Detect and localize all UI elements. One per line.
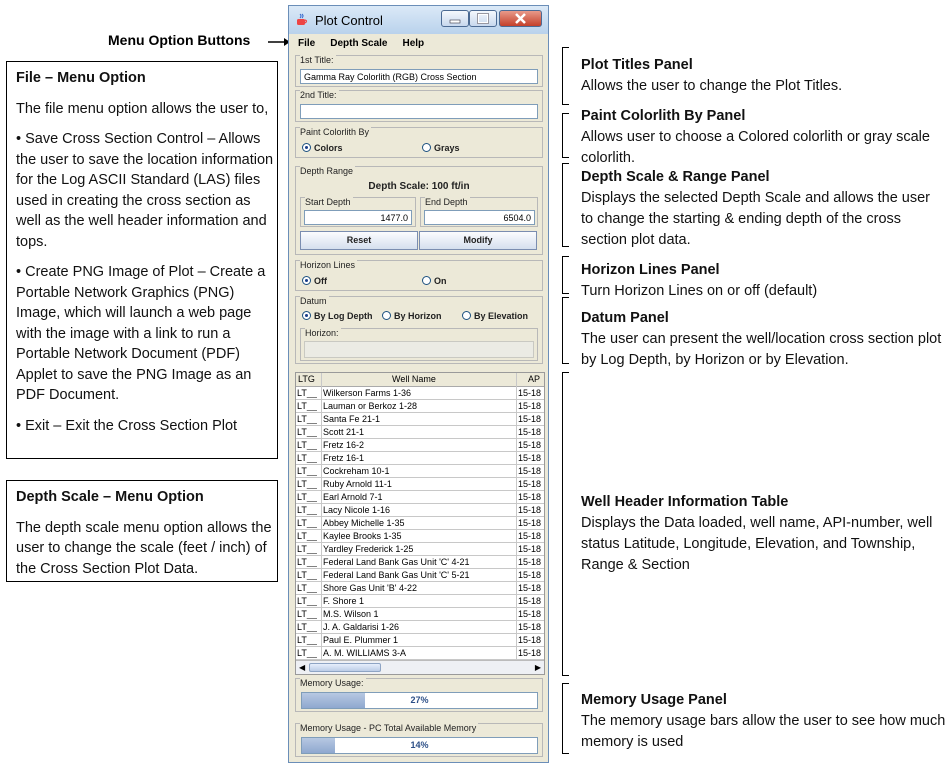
ltg-cell: LT__: [297, 427, 317, 437]
end-depth-label: End Depth: [425, 197, 468, 207]
second-title-panel: [295, 90, 543, 122]
api-cell: 15-18: [518, 479, 542, 489]
window-title: Plot Control: [315, 13, 383, 28]
by-elevation-radio[interactable]: [462, 311, 528, 321]
by-elevation-label: By Elevation: [474, 311, 529, 321]
api-cell: 15-18: [518, 648, 542, 658]
depth-range-label: Depth Range: [300, 166, 354, 176]
horizon-lines-label: Horizon Lines: [300, 260, 356, 270]
well-name-cell: M.S. Wilson 1: [323, 609, 379, 619]
menu-help[interactable]: Help: [402, 38, 425, 49]
radio-unselected-icon: [462, 311, 471, 320]
ltg-cell: LT__: [297, 518, 317, 528]
depth-range-panel: [295, 166, 543, 255]
api-cell: 15-18: [518, 596, 542, 606]
well-name-cell: F. Shore 1: [323, 596, 365, 606]
maximize-button[interactable]: [469, 10, 497, 27]
table-row[interactable]: [296, 426, 545, 439]
depth-scale-note: [581, 167, 946, 251]
plot-titles-note: [581, 55, 946, 97]
second-title-label: 2nd Title:: [300, 90, 337, 100]
datum-label: Datum: [300, 296, 327, 306]
pc-memory-label: Memory Usage - PC Total Available Memory: [300, 723, 477, 733]
ltg-cell: LT__: [297, 609, 317, 619]
table-row[interactable]: [296, 634, 545, 647]
api-cell: 15-18: [518, 453, 542, 463]
first-title-label: 1st Title:: [300, 55, 334, 65]
paint-colorlith-panel: [295, 127, 543, 158]
well-name-cell: Federal Land Bank Gas Unit 'C' 4-21: [323, 557, 470, 567]
api-cell: 15-18: [518, 401, 542, 411]
ltg-cell: LT__: [297, 414, 317, 424]
first-title-panel: [295, 55, 543, 87]
start-depth-input[interactable]: 1477.0: [304, 210, 412, 225]
api-cell: 15-18: [518, 544, 542, 554]
well-name-cell: Abbey Michelle 1-35: [323, 518, 405, 528]
radio-unselected-icon: [382, 311, 391, 320]
reset-button[interactable]: Reset: [300, 231, 418, 250]
second-title-input[interactable]: [300, 104, 538, 119]
depth-scale-bracket: [562, 163, 569, 247]
callout-arrow-icon: [268, 38, 290, 46]
ltg-cell: LT__: [297, 388, 317, 398]
ltg-cell: LT__: [297, 466, 317, 476]
well-header-note: [581, 492, 946, 576]
paint-colorlith-bracket: [562, 113, 569, 158]
paint-colorlith-note-text: Allows user to choose a Colored colorlith or gray scale colorlith.: [581, 129, 930, 166]
column-header-well-name[interactable]: Well Name: [392, 374, 436, 384]
api-cell: 15-18: [518, 570, 542, 580]
start-depth-group: [300, 197, 416, 227]
horizon-lines-note: [581, 260, 946, 302]
table-row[interactable]: [296, 582, 545, 595]
well-name-cell: Fretz 16-1: [323, 453, 365, 463]
pc-memory-panel: [295, 723, 543, 757]
minimize-button[interactable]: [441, 10, 469, 27]
table-row[interactable]: [296, 413, 545, 426]
memory-usage-note-title: Memory Usage Panel: [581, 692, 727, 708]
paint-colorlith-note: [581, 106, 946, 169]
horizon-lines-bracket: [562, 256, 569, 294]
end-depth-group: [420, 197, 538, 227]
ltg-cell: LT__: [297, 440, 317, 450]
horizon-lines-note-text: Turn Horizon Lines on or off (default): [581, 283, 818, 299]
table-row[interactable]: [296, 452, 545, 465]
ltg-cell: LT__: [297, 401, 317, 411]
table-row[interactable]: [296, 400, 545, 413]
ltg-cell: LT__: [297, 531, 317, 541]
depth-scale-menu-description: [6, 480, 278, 582]
ltg-cell: LT__: [297, 492, 317, 502]
api-cell: 15-18: [518, 492, 542, 502]
table-row[interactable]: [296, 387, 545, 400]
table-row[interactable]: [296, 647, 545, 660]
ltg-cell: LT__: [297, 570, 317, 580]
menu-file[interactable]: File: [298, 38, 316, 49]
plot-titles-bracket: [562, 47, 569, 105]
table-header: [296, 373, 545, 387]
api-cell: 15-18: [518, 531, 542, 541]
datum-note-title: Datum Panel: [581, 310, 669, 326]
plot-titles-note-text: Allows the user to change the Plot Titles.: [581, 78, 843, 94]
column-header-api[interactable]: AP: [528, 374, 541, 384]
table-row[interactable]: [296, 556, 545, 569]
api-cell: 15-18: [518, 583, 542, 593]
radio-unselected-icon: [422, 276, 431, 285]
table-row[interactable]: [296, 543, 545, 556]
window-titlebar[interactable]: [289, 6, 548, 34]
well-header-note-text: Displays the Data loaded, well name, API-number, well status Latitude, Longitude, Elevation, and Township, Range & Section: [581, 515, 933, 573]
table-row[interactable]: [296, 439, 545, 452]
plot-titles-note-title: Plot Titles Panel: [581, 57, 693, 73]
radio-selected-icon: [302, 311, 311, 320]
table-row[interactable]: [296, 478, 545, 491]
radio-unselected-icon: [422, 143, 431, 152]
horizon-select-group: [300, 328, 538, 361]
depth-scale-readout: Depth Scale: 100 ft/in: [368, 181, 470, 192]
horizon-off-radio[interactable]: [302, 276, 327, 286]
ltg-cell: LT__: [297, 479, 317, 489]
api-cell: 15-18: [518, 557, 542, 567]
well-name-cell: Earl Arnold 7-1: [323, 492, 383, 502]
table-row[interactable]: [296, 504, 545, 517]
horizon-select: [304, 341, 534, 358]
memory-usage-note: [581, 690, 946, 753]
menu-bar: [293, 38, 544, 54]
horizon-on-label: On: [434, 276, 447, 286]
table-row[interactable]: [296, 621, 545, 634]
colors-radio-label: Colors: [314, 143, 343, 153]
grays-radio[interactable]: [422, 143, 460, 153]
well-name-cell: Shore Gas Unit 'B' 4-22: [323, 583, 417, 593]
java-cup-icon: [295, 13, 309, 27]
close-icon: [500, 11, 541, 26]
grays-radio-label: Grays: [434, 143, 460, 153]
well-name-cell: Scott 21-1: [323, 427, 365, 437]
table-row[interactable]: [296, 491, 545, 504]
paint-colorlith-note-title: Paint Colorlith By Panel: [581, 108, 746, 124]
api-cell: 15-18: [518, 414, 542, 424]
api-cell: 15-18: [518, 518, 542, 528]
well-name-cell: Ruby Arnold 11-1: [323, 479, 392, 489]
by-horizon-label: By Horizon: [394, 311, 442, 321]
well-header-bracket: [562, 372, 569, 676]
scroll-right-icon[interactable]: ▶: [534, 663, 541, 672]
well-name-cell: Yardley Frederick 1-25: [323, 544, 414, 554]
ltg-cell: LT__: [297, 453, 317, 463]
horizon-off-label: Off: [314, 276, 327, 286]
horizon-lines-panel: [295, 260, 543, 291]
horizon-on-radio[interactable]: [422, 276, 447, 286]
well-name-cell: J. A. Galdarisi 1-26: [323, 622, 400, 632]
table-row[interactable]: [296, 569, 545, 582]
ltg-cell: LT__: [297, 583, 317, 593]
well-header-table: [295, 372, 545, 675]
start-depth-label: Start Depth: [305, 197, 351, 207]
memory-usage-percent: 27%: [410, 695, 429, 705]
well-name-cell: Federal Land Bank Gas Unit 'C' 5-21: [323, 570, 470, 580]
api-cell: 15-18: [518, 388, 542, 398]
well-name-cell: Cockreham 10-1: [323, 466, 390, 476]
horizontal-scrollbar[interactable]: [296, 660, 544, 674]
file-menu-description: [6, 61, 278, 459]
datum-bracket: [562, 297, 569, 364]
file-menu-intro: The file menu option allows the user to,: [16, 100, 269, 117]
pc-memory-percent: 14%: [410, 740, 429, 750]
datum-panel: [295, 296, 543, 364]
memory-usage-note-text: The memory usage bars allow the user to see how much memory is used: [581, 713, 946, 750]
table-row[interactable]: [296, 517, 545, 530]
ltg-cell: LT__: [297, 544, 317, 554]
ltg-cell: LT__: [297, 596, 317, 606]
well-header-note-title: Well Header Information Table: [581, 494, 789, 510]
well-name-cell: Kaylee Brooks 1-35: [323, 531, 402, 541]
well-name-cell: Santa Fe 21-1: [323, 414, 381, 424]
api-cell: 15-18: [518, 505, 542, 515]
api-cell: 15-18: [518, 622, 542, 632]
horizon-select-label: Horizon:: [305, 328, 339, 338]
well-name-cell: Paul E. Plummer 1: [323, 635, 399, 645]
depth-scale-menu-text: The depth scale menu option allows the user to change the scale (feet / inch) of the Cross Section Plot Data.: [16, 519, 272, 577]
api-cell: 15-18: [518, 635, 542, 645]
modify-button[interactable]: Modify: [419, 231, 537, 250]
minimize-icon: [442, 11, 468, 26]
api-cell: 15-18: [518, 427, 542, 437]
colors-radio[interactable]: [302, 143, 343, 153]
by-log-depth-radio[interactable]: [302, 311, 373, 321]
radio-selected-icon: [302, 143, 311, 152]
scrollbar-thumb[interactable]: [309, 663, 381, 672]
close-button[interactable]: [499, 10, 542, 27]
memory-usage-bar: [301, 692, 538, 709]
by-horizon-radio[interactable]: [382, 311, 442, 321]
end-depth-input[interactable]: 6504.0: [424, 210, 535, 225]
datum-note: [581, 308, 946, 371]
well-name-cell: Wilkerson Farms 1-36: [323, 388, 412, 398]
file-menu-item-png: • Create PNG Image of Plot – Create a Portable Network Graphics (PNG) Image, which will launch a web page with the image with a link to run a Portable Network Document (PDF) Applet to save the PNG Image as an PDF Document.: [16, 264, 266, 403]
menu-option-buttons-callout: Menu Option Buttons: [108, 32, 251, 48]
ltg-cell: LT__: [297, 505, 317, 515]
horizon-lines-note-title: Horizon Lines Panel: [581, 262, 720, 278]
memory-usage-bracket: [562, 683, 569, 754]
api-cell: 15-18: [518, 466, 542, 476]
pc-memory-bar: [301, 737, 538, 754]
file-menu-item-save: • Save Cross Section Control – Allows the user to save the location information for the Log ASCII Standard (LAS) files used in creating the cross section as well as the well header information and tops.: [16, 131, 274, 250]
table-row[interactable]: [296, 530, 545, 543]
depth-scale-note-title: Depth Scale & Range Panel: [581, 169, 770, 185]
plot-control-window: [288, 5, 549, 763]
first-title-input[interactable]: Gamma Ray Colorlith (RGB) Cross Section: [300, 69, 538, 84]
depth-scale-note-text: Displays the selected Depth Scale and allows the user to change the starting & ending depth of the cross section plot data.: [581, 190, 930, 248]
ltg-cell: LT__: [297, 648, 317, 658]
column-header-ltg[interactable]: LTG: [298, 374, 315, 384]
table-row[interactable]: [296, 595, 545, 608]
ltg-cell: LT__: [297, 622, 317, 632]
well-name-cell: Lauman or Berkoz 1-28: [323, 401, 418, 411]
datum-note-text: The user can present the well/location cross section plot by Log Depth, by Horizon or by Elevation.: [581, 331, 942, 368]
memory-usage-panel: [295, 678, 543, 712]
api-cell: 15-18: [518, 440, 542, 450]
memory-usage-label: Memory Usage:: [300, 678, 364, 688]
depth-scale-menu-title: Depth Scale – Menu Option: [16, 489, 204, 505]
table-row[interactable]: [296, 465, 545, 478]
ltg-cell: LT__: [297, 557, 317, 567]
menu-depth-scale[interactable]: Depth Scale: [330, 38, 388, 49]
file-menu-title: File – Menu Option: [16, 70, 146, 86]
radio-selected-icon: [302, 276, 311, 285]
by-log-depth-label: By Log Depth: [314, 311, 373, 321]
well-name-cell: A. M. WILLIAMS 3-A: [323, 648, 407, 658]
ltg-cell: LT__: [297, 635, 317, 645]
maximize-icon: [470, 11, 496, 26]
well-name-cell: Fretz 16-2: [323, 440, 365, 450]
api-cell: 15-18: [518, 609, 542, 619]
paint-colorlith-label: Paint Colorlith By: [300, 127, 370, 137]
well-name-cell: Lacy Nicole 1-16: [323, 505, 391, 515]
scroll-left-icon[interactable]: ◀: [299, 663, 306, 672]
file-menu-item-exit: • Exit – Exit the Cross Section Plot: [16, 417, 238, 434]
table-row[interactable]: [296, 608, 545, 621]
